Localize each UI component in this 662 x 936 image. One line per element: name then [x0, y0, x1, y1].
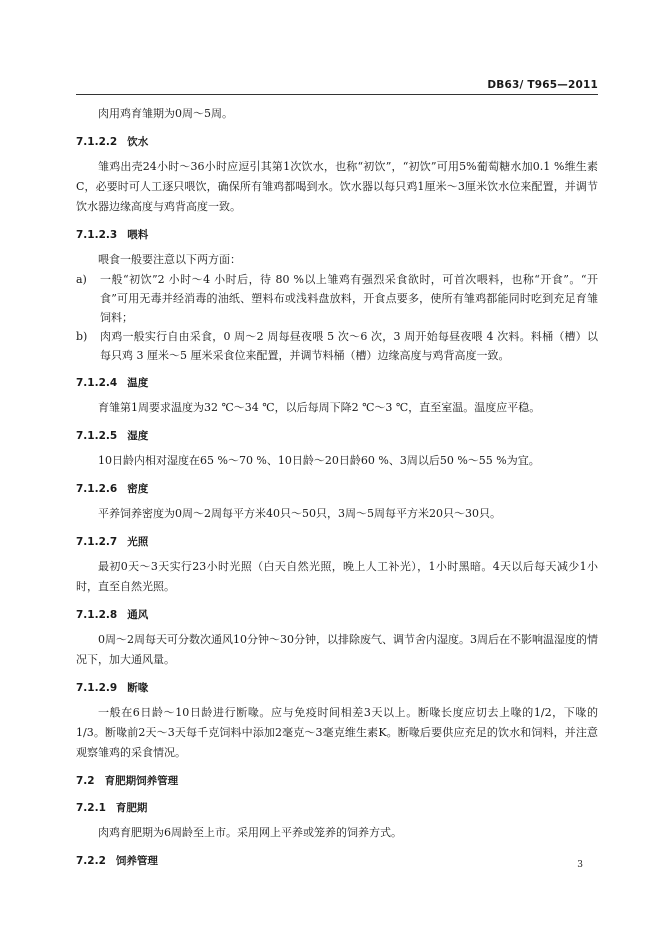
section-fattening-management	[76, 772, 598, 790]
section-number: 7.1.2.8	[76, 609, 118, 621]
section-paragraph: 最初0天～3天实行23小时光照（白天自然光照，晚上人工补光），1小时黑暗。4天以后每天减少1小时，直至自然光照。	[76, 560, 598, 593]
page-number: 3	[577, 860, 583, 870]
section-heading	[76, 606, 598, 624]
section-number: 7.1.2.9	[76, 682, 118, 694]
section-paragraph: 育雏第1周要求温度为32 ℃～34 ℃，以后每周下降2 ℃～3 ℃，直至室温。温度应平稳。	[98, 401, 541, 414]
section-number: 7.2.1	[76, 802, 106, 814]
section-paragraph: 平养饲养密度为0周～2周每平方米40只～50只，3周～5周每平方米20只～30只。	[98, 507, 501, 520]
section-paragraph: 雏鸡出壳24小时～36小时应逗引其第1次饮水，也称“初饮”，“初饮”可用5%葡萄糖水加0.1 %维生素C，必要时可人工逐只喂饮，确保所有雏鸡都喝到水。饮水器以每只鸡1厘米～3厘米饮水位来配置，并调节饮水器边缘高度与鸡背高度一致。	[76, 160, 598, 213]
section-paragraph: 肉鸡育肥期为6周龄至上市。采用网上平养或笼养的饲养方式。	[98, 826, 402, 839]
section-humidity	[76, 427, 598, 471]
section-title: 喂料	[127, 229, 149, 241]
section-heading	[76, 480, 598, 498]
section-heading	[76, 226, 598, 244]
section-heading	[76, 772, 598, 790]
section-number: 7.1.2.3	[76, 229, 118, 241]
section-paragraph: 10日龄内相对湿度在65 %～70 %、10日龄～20日龄60 %、3周以后50 %～55 %为宜。	[98, 454, 540, 467]
section-paragraph: 0周～2周每天可分数次通风10分钟～30分钟，以排除废气、调节舍内湿度。3周后在不影响温湿度的情况下，加大通风量。	[76, 633, 598, 666]
section-number: 7.1.2.6	[76, 483, 118, 495]
section-title: 通风	[127, 609, 149, 621]
section-fattening-period	[76, 799, 598, 843]
intro-paragraph: 肉用鸡育雏期为0周～5周。	[98, 107, 233, 120]
list-text: 肉鸡一般实行自由采食，0 周～2 周每昼夜喂 5 次～6 次，3 周开始每昼夜喂 4 次料。料桶（槽）以每只鸡 3 厘米～5 厘米采食位来配置，并调节料桶（槽）边缘高度与鸡背高度一致。	[100, 330, 598, 362]
section-heading	[76, 852, 598, 870]
section-feeding	[76, 226, 598, 365]
section-ventilation	[76, 606, 598, 670]
section-number: 7.1.2.5	[76, 430, 118, 442]
section-title: 育肥期饲养管理	[104, 775, 179, 787]
section-number: 7.1.2.4	[76, 377, 118, 389]
section-title: 断喙	[127, 682, 149, 694]
section-temperature	[76, 374, 598, 418]
section-title: 湿度	[127, 430, 149, 442]
section-heading	[76, 133, 598, 151]
section-paragraph: 喂食一般要注意以下两方面：	[98, 253, 241, 266]
section-drinking-water	[76, 133, 598, 217]
list-item	[76, 327, 598, 365]
list-marker: a)	[76, 273, 87, 286]
section-title: 光照	[127, 536, 149, 548]
section-heading	[76, 533, 598, 551]
section-feeding-management	[76, 852, 598, 870]
section-lighting	[76, 533, 598, 597]
section-number: 7.1.2.2	[76, 136, 118, 148]
document-body	[76, 104, 598, 870]
header-rule	[76, 94, 598, 95]
section-title: 温度	[127, 377, 149, 389]
section-heading	[76, 427, 598, 445]
section-beak-trimming	[76, 679, 598, 763]
section-title: 育肥期	[115, 802, 148, 814]
section-heading	[76, 374, 598, 392]
section-heading	[76, 799, 598, 817]
section-number: 7.1.2.7	[76, 536, 118, 548]
section-paragraph: 一般在6日龄～10日龄进行断喙。应与免疫时间相差3天以上。断喙长度应切去上喙的1/2，下喙的1/3。断喙前2天～3天每千克饲料中添加2毫克～3毫克维生素K。断喙后要供应充足的饮水和饲料，并注意观察雏鸡的采食情况。	[76, 706, 598, 759]
section-title: 饮水	[127, 136, 149, 148]
list-item	[76, 270, 598, 327]
section-title: 饲养管理	[115, 855, 158, 867]
list-text: 一般“初饮”2 小时～4 小时后，待 80 %以上雏鸡有强烈采食欲时，可首次喂料，也称“开食”。“开食”可用无毒并经消毒的油纸、塑料布或浅料盘放料，开食点要多，使所有雏鸡都能同时吃到充足育雏饲料；	[100, 273, 598, 324]
section-number: 7.2	[76, 775, 95, 787]
section-number: 7.2.2	[76, 855, 106, 867]
standard-code: DB63/ T965—2011	[487, 79, 598, 91]
list-marker: b)	[76, 330, 88, 343]
section-heading	[76, 679, 598, 697]
section-density	[76, 480, 598, 524]
section-title: 密度	[127, 483, 149, 495]
